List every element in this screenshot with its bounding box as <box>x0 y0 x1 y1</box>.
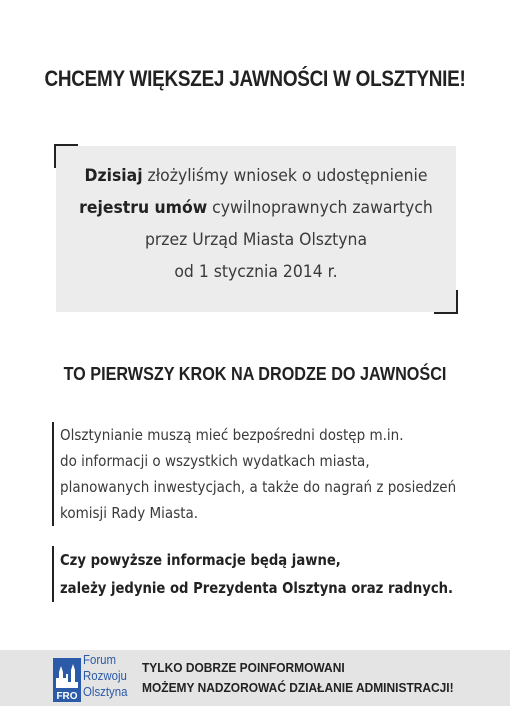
logo-line-2: Rozwoju <box>83 668 127 683</box>
section-heading: TO PIERWSZY KROK NA DRODZE DO JAWNOŚCI <box>63 364 447 384</box>
quote-bold-today: Dzisiaj <box>84 166 143 186</box>
slogan-line-2: MOŻEMY NADZOROWAĆ DZIAŁANIE ADMINISTRACJI! <box>142 680 454 695</box>
footer-banner <box>0 650 510 706</box>
body-line: Olsztynianie muszą mieć bezpośredni dostęp m.in. <box>60 426 404 444</box>
bold-line: Czy powyższe informacje będą jawne, <box>60 551 341 569</box>
quote-bold-register: rejestru umów <box>79 198 208 218</box>
quote-text <box>72 160 440 288</box>
footer-slogan <box>142 658 454 698</box>
quote-line-4: od 1 stycznia 2014 r. <box>174 262 338 282</box>
bold-line: zależy jedynie od Prezydenta Olsztyna oraz radnych. <box>60 579 454 597</box>
quote-line-1-rest: złożyliśmy wniosek o udostępnienie <box>142 166 428 186</box>
page-title: CHCEMY WIĘKSZEJ JAWNOŚCI W OLSZTYNIE! <box>44 66 466 91</box>
quote-line-2 <box>72 192 440 224</box>
logo-badge-text: FRO <box>56 691 78 702</box>
logo-line-1: Forum <box>83 652 117 667</box>
body-line: komisji Rady Miasta. <box>60 504 199 522</box>
quote-line-3: przez Urząd Miasta Olsztyna <box>144 230 368 250</box>
body-line: do informacji o wszystkich wydatkach miasta, <box>60 452 370 470</box>
city-skyline-icon <box>53 652 81 702</box>
quote-line-2-rest: cywilnoprawnych zawartych <box>207 198 433 218</box>
quote-line-1 <box>72 160 440 192</box>
quote-box <box>56 146 456 312</box>
body-paragraph <box>52 422 480 526</box>
logo-text <box>83 652 128 700</box>
corner-bracket-bottom-right <box>434 290 458 314</box>
logo-line-3: Olsztyna <box>83 684 128 699</box>
fro-logo <box>53 652 137 702</box>
body-line: planowanych inwestycjach, a także do nagrań z posiedzeń <box>60 478 457 496</box>
slogan-line-1: TYLKO DOBRZE POINFORMOWANI <box>142 660 345 675</box>
bold-paragraph <box>52 546 480 602</box>
